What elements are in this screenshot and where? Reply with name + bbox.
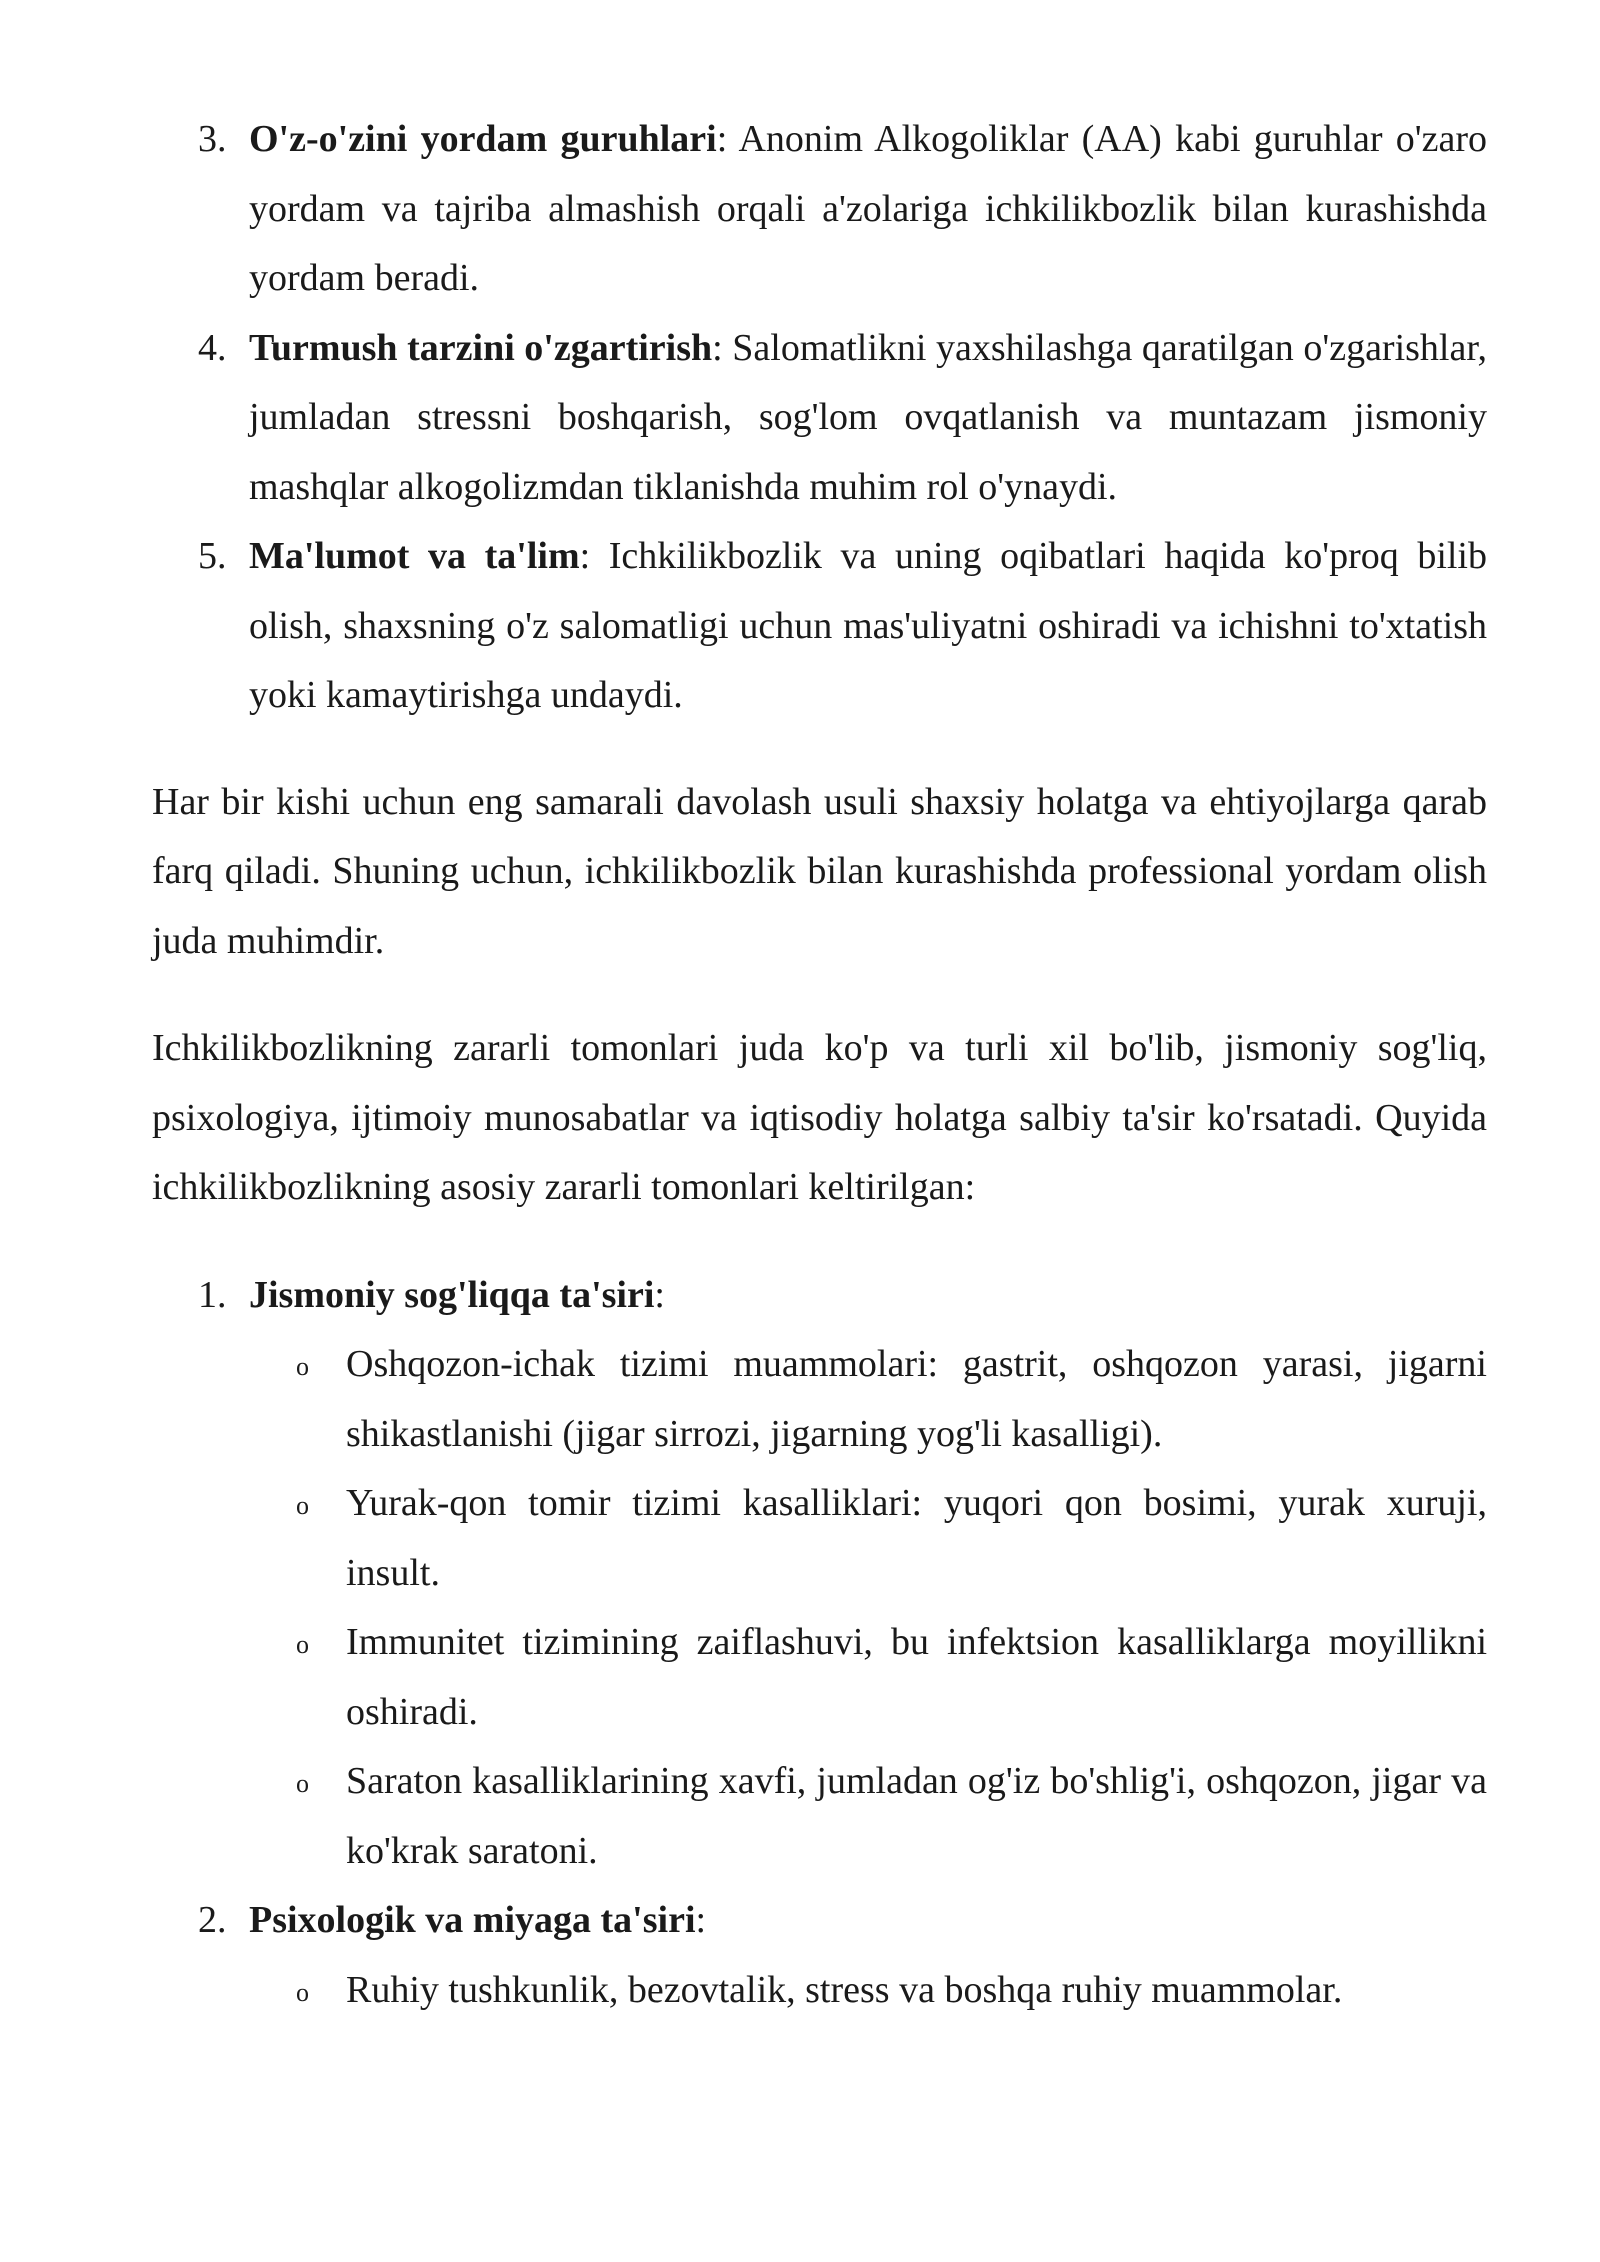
- sub-list-item: [249, 1469, 1487, 1608]
- list-item: [152, 1261, 1487, 1887]
- list-text: : Salomatlikni yaxshilashga qaratilgan o'zgarishlar, jumladan stressni boshqarish, sog'lom ovqatlanish va muntazam jismoniy mashqlar alkogolizmdan tiklanishda muhim rol o'ynaydi.: [249, 326, 1487, 508]
- bullet-icon: o: [296, 1630, 309, 1659]
- list-term: Psixologik va miyaga ta'siri: [249, 1899, 696, 1941]
- sub-list-text: Yurak-qon tomir tizimi kasalliklari: yuqori qon bosimi, yurak xuruji, insult.: [346, 1482, 1487, 1594]
- list-term: Turmush tarzini o'zgartirish: [249, 326, 713, 369]
- sub-list-text: Ruhiy tushkunlik, bezovtalik, stress va boshqa ruhiy muammolar.: [346, 1968, 1343, 2011]
- list-text: :: [654, 1273, 665, 1316]
- sub-list: [249, 1956, 1487, 2026]
- list-number: 4.: [198, 326, 227, 369]
- harm-list: [152, 1261, 1487, 2026]
- list-text: : Anonim Alkogoliklar (AA) kabi guruhlar o'zaro yordam va tajriba almashish orqali a'zolariga ichkilikbozlik bilan kurashishda yordam beradi.: [249, 118, 1487, 299]
- list-text: : Ichkilikbozlik va uning oqibatlari haqida ko'proq bilib olish, shaxsning o'z salomatligi uchun mas'uliyatni oshiradi va ichishni to'xtatish yoki kamaytirishga undaydi.: [249, 535, 1487, 716]
- list-term: Ma'lumot va ta'lim: [249, 535, 580, 577]
- sub-list-text: Saraton kasalliklarining xavfi, jumladan og'iz bo'shlig'i, oshqozon, jigar va ko'krak saratoni.: [346, 1760, 1487, 1872]
- sub-list-text: Oshqozon-ichak tizimi muammolari: gastrit, oshqozon yarasi, jigarni shikastlanishi (jigar sirrozi, jigarning yog'li kasalligi).: [346, 1343, 1487, 1455]
- bullet-icon: o: [296, 1769, 309, 1798]
- paragraph: Har bir kishi uchun eng samarali davolash usuli shaxsiy holatga va ehtiyojlarga qarab farq qiladi. Shuning uchun, ichkilikbozlik bilan kurashishda professional yordam olish juda muhimdir.: [152, 780, 1487, 962]
- bullet-icon: o: [296, 1491, 309, 1520]
- list-number: 2.: [198, 1899, 227, 1941]
- sub-list-item: [249, 1608, 1487, 1747]
- sub-list-item: [249, 1747, 1487, 1886]
- sub-list-item: [249, 1956, 1487, 2026]
- sub-list-text: Immunitet tizimining zaiflashuvi, bu infektsion kasalliklarga moyillikni oshiradi.: [346, 1621, 1487, 1733]
- list-item: [152, 105, 1487, 314]
- list-number: 3.: [198, 118, 227, 160]
- list-number: 1.: [198, 1273, 227, 1316]
- sub-list: [249, 1330, 1487, 1886]
- bullet-icon: o: [296, 1352, 309, 1381]
- list-text: :: [695, 1899, 707, 1941]
- sub-list-item: [249, 1330, 1487, 1469]
- document-page: [152, 105, 1487, 2025]
- list-term: O'z-o'zini yordam guruhlari: [249, 118, 717, 160]
- paragraph: Ichkilikbozlikning zararli tomonlari juda ko'p va turli xil bo'lib, jismoniy sog'liq, psixologiya, ijtimoiy munosabatlar va iqtisodiy holatga salbiy ta'sir ko'rsatadi. Quyida ichkilikbozlikning asosiy zararli tomonlari keltirilgan:: [152, 1027, 1487, 1208]
- list-term: Jismoniy sog'liqqa ta'siri: [249, 1273, 655, 1316]
- treatment-list: [152, 105, 1487, 731]
- list-item: [152, 1886, 1487, 2025]
- list-number: 5.: [198, 535, 227, 577]
- bullet-icon: o: [296, 1977, 309, 2007]
- list-item: [152, 314, 1487, 523]
- list-item: [152, 522, 1487, 731]
